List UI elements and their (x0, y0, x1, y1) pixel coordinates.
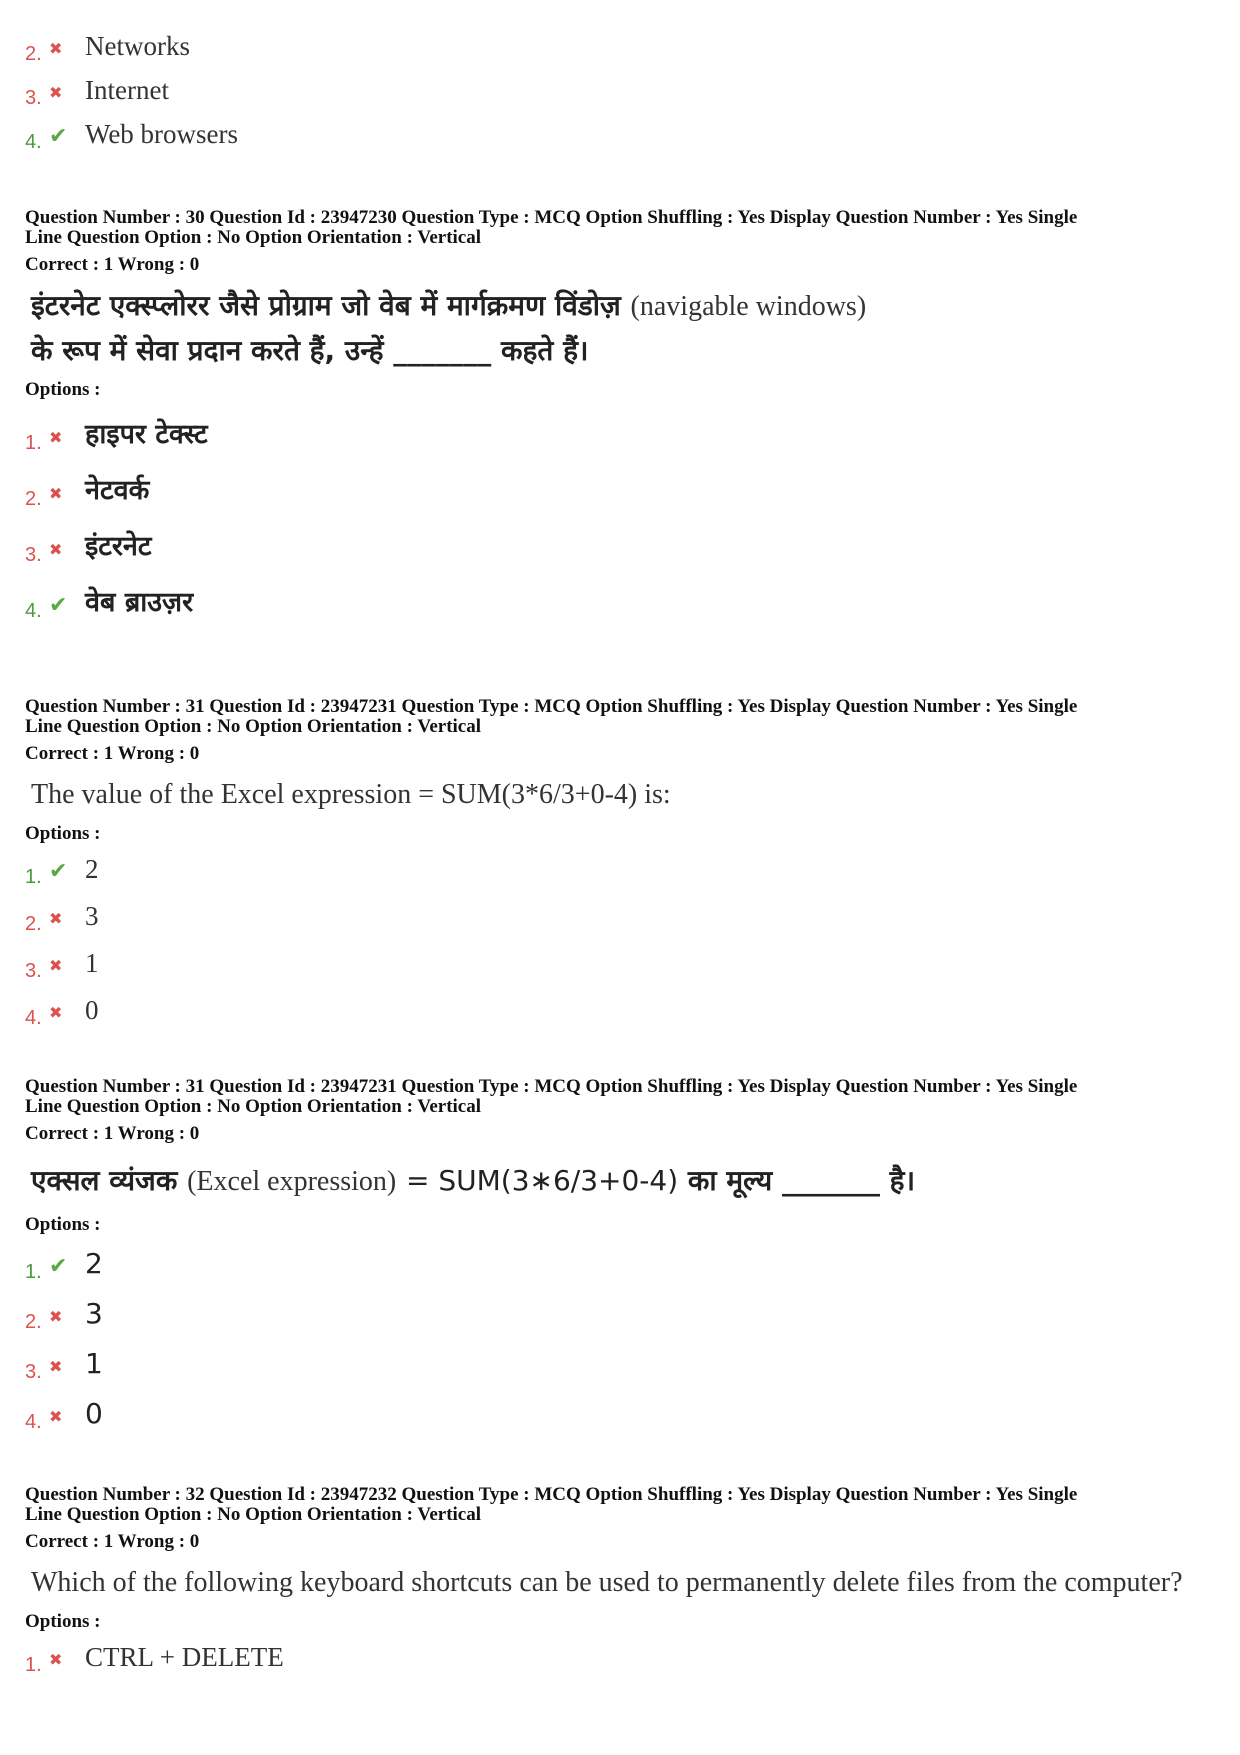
score-line: Correct : 1 Wrong : 0 (25, 743, 200, 764)
question-text (31, 284, 1220, 373)
cross-icon: ✖ (49, 1649, 63, 1669)
option-text: 3 (85, 901, 99, 931)
option-1 (25, 401, 1220, 457)
option-text: Internet (85, 75, 169, 105)
question-block-31-english (25, 697, 1220, 1032)
option-number: 2. (25, 43, 42, 65)
option-number: 4. (25, 600, 42, 622)
question-text-hindi-b: का मूल्य _______ है। (687, 1164, 916, 1197)
meta-line-1: Question Number : 30 Question Id : 23947230 Question Type : MCQ Option Shuffling : Yes Display Question Number : Yes Single (25, 207, 1078, 228)
cross-icon: ✖ (49, 1356, 63, 1376)
options-list (25, 401, 1220, 625)
option-text: 0 (85, 995, 99, 1025)
question-text-line1-english: (navigable windows) (630, 291, 867, 322)
options-label: Options : (25, 1611, 101, 1632)
cross-icon: ✖ (49, 38, 63, 58)
question-block-31-hindi (25, 1077, 1220, 1436)
cross-icon: ✖ (49, 955, 63, 975)
question-text-hindi-a: एक्सल व्यंजक (31, 1164, 178, 1197)
options-list (25, 1633, 1220, 1679)
options-label: Options : (25, 823, 101, 844)
option-number: 1. (25, 1654, 42, 1676)
cross-icon: ✖ (49, 82, 63, 102)
meta-line-1: Question Number : 31 Question Id : 23947231 Question Type : MCQ Option Shuffling : Yes Display Question Number : Yes Single (25, 1076, 1078, 1097)
options-label: Options : (25, 1214, 101, 1235)
cross-icon: ✖ (49, 908, 63, 928)
option-number: 2. (25, 488, 42, 510)
question-text-english: (Excel expression) (187, 1166, 397, 1197)
meta-line-2: Line Question Option : No Option Orientation : Vertical (25, 1096, 482, 1117)
meta-line-2: Line Question Option : No Option Orientation : Vertical (25, 1504, 482, 1525)
option-1 (25, 1633, 1220, 1679)
meta-line-1: Question Number : 31 Question Id : 23947231 Question Type : MCQ Option Shuffling : Yes Display Question Number : Yes Single (25, 696, 1078, 717)
option-number: 1. (25, 866, 42, 888)
option-4 (25, 985, 1220, 1032)
option-text: 3 (85, 1297, 103, 1330)
option-number: 2. (25, 913, 42, 935)
option-text: 2 (85, 854, 99, 884)
option-number: 3. (25, 960, 42, 982)
question-text: The value of the Excel expression = SUM(3*6/3+0-4) is: (31, 779, 671, 810)
question-meta (25, 1485, 1220, 1525)
options-list (25, 1236, 1220, 1436)
option-3 (25, 62, 1220, 112)
option-2 (25, 891, 1220, 938)
option-text: नेटवर्क (85, 475, 150, 506)
option-2 (25, 18, 1220, 68)
check-icon: ✔ (49, 592, 68, 618)
score-line: Correct : 1 Wrong : 0 (25, 1123, 200, 1144)
option-4 (25, 1386, 1220, 1436)
option-1 (25, 845, 1220, 891)
cross-icon: ✖ (49, 539, 63, 559)
option-text: Networks (85, 31, 190, 61)
question-text (31, 1159, 1220, 1204)
meta-line-1: Question Number : 32 Question Id : 23947232 Question Type : MCQ Option Shuffling : Yes Display Question Number : Yes Single (25, 1484, 1078, 1505)
question-text-line1: इंटरनेट एक्स्प्लोरर जैसे प्रोग्राम जो वेब में मार्गक्रमण विंडोज़ (31, 289, 621, 322)
option-text: 1 (85, 1347, 103, 1380)
cross-icon: ✖ (49, 483, 63, 503)
option-text: वेब ब्राउज़र (85, 587, 194, 618)
options-list (25, 845, 1220, 1032)
cross-icon: ✖ (49, 1306, 63, 1326)
option-3 (25, 938, 1220, 985)
question-text-formula: = SUM(3∗6/3+0-4) (405, 1164, 679, 1197)
option-number: 3. (25, 544, 42, 566)
option-number: 1. (25, 1261, 42, 1283)
option-number: 4. (25, 1411, 42, 1433)
question-meta (25, 1077, 1220, 1117)
option-number: 3. (25, 1361, 42, 1383)
check-icon: ✔ (49, 858, 68, 884)
option-text: हाइपर टेक्स्ट (85, 419, 208, 450)
question-block-32 (25, 1485, 1220, 1679)
option-2 (25, 1286, 1220, 1336)
option-number: 2. (25, 1311, 42, 1333)
option-text: 2 (85, 1247, 103, 1280)
score-line: Correct : 1 Wrong : 0 (25, 1531, 200, 1552)
options-label: Options : (25, 379, 101, 400)
cross-icon: ✖ (49, 427, 63, 447)
score-line: Correct : 1 Wrong : 0 (25, 254, 200, 275)
option-4 (25, 106, 1220, 156)
option-text: 0 (85, 1397, 103, 1430)
option-number: 3. (25, 87, 42, 109)
option-3 (25, 1336, 1220, 1386)
meta-line-2: Line Question Option : No Option Orientation : Vertical (25, 227, 482, 248)
option-text: Web browsers (85, 119, 239, 149)
option-number: 4. (25, 1007, 42, 1029)
cross-icon: ✖ (49, 1406, 63, 1426)
option-1 (25, 1236, 1220, 1286)
question-meta (25, 697, 1220, 737)
option-3 (25, 513, 1220, 569)
option-number: 1. (25, 432, 42, 454)
option-text: इंटरनेट (85, 531, 152, 562)
question-block-30 (25, 208, 1220, 625)
option-text: CTRL + DELETE (85, 1642, 284, 1672)
check-icon: ✔ (49, 123, 68, 149)
question-text-line2: के रूप में सेवा प्रदान करते हैं, उन्हें _______ कहते हैं। (31, 334, 589, 367)
option-number: 4. (25, 131, 42, 153)
check-icon: ✔ (49, 1253, 68, 1279)
option-text: 1 (85, 948, 99, 978)
question-meta (25, 208, 1220, 248)
previous-question-options (25, 18, 1220, 156)
meta-line-2: Line Question Option : No Option Orientation : Vertical (25, 716, 482, 737)
question-text: Which of the following keyboard shortcuts can be used to permanently delete files from the computer? (31, 1567, 1183, 1598)
cross-icon: ✖ (49, 1002, 63, 1022)
option-2 (25, 457, 1220, 513)
option-4 (25, 569, 1220, 625)
